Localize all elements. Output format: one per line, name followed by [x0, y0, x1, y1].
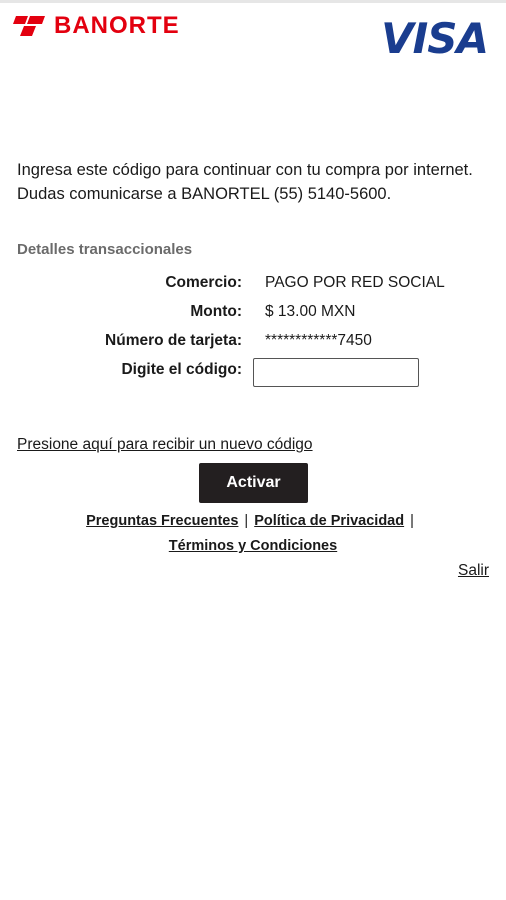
- top-divider: [0, 0, 506, 3]
- amount-label: Monto:: [190, 303, 242, 320]
- card-number-value: ************7450: [265, 332, 372, 349]
- privacy-link[interactable]: Política de Privacidad: [254, 513, 405, 529]
- footer-separator: |: [410, 513, 414, 529]
- instructions-line-1: Ingresa este código para continuar con tu compra por internet.: [17, 161, 473, 179]
- faq-link[interactable]: Preguntas Frecuentes: [86, 513, 239, 529]
- resend-code-link[interactable]: Presione aquí para recibir un nuevo código: [17, 436, 313, 453]
- code-input[interactable]: [253, 358, 419, 387]
- merchant-row: [0, 274, 506, 298]
- visa-logo: VISA: [381, 14, 488, 63]
- banorte-emblem-icon: [12, 14, 46, 38]
- exit-link[interactable]: Salir: [457, 562, 489, 579]
- merchant-label: Comercio:: [165, 274, 242, 291]
- card-number-row: [0, 332, 506, 356]
- footer-separator: |: [244, 513, 249, 529]
- instructions-line-2: Dudas comunicarse a BANORTEL (55) 5140-5600.: [17, 185, 392, 203]
- activate-button[interactable]: Activar: [199, 463, 308, 503]
- transaction-details-title: Detalles transaccionales: [17, 241, 193, 258]
- banorte-wordmark: BANORTE: [54, 12, 180, 39]
- amount-row: [0, 303, 506, 327]
- banorte-logo: [12, 14, 180, 38]
- amount-value: $ 13.00 MXN: [265, 303, 356, 320]
- card-number-label: Número de tarjeta:: [105, 332, 242, 349]
- merchant-value: PAGO POR RED SOCIAL: [265, 274, 445, 291]
- terms-link[interactable]: Términos y Condiciones: [168, 538, 338, 554]
- footer-links-row-1: [0, 513, 506, 529]
- footer-links-row-2: [0, 538, 506, 554]
- instructions-text: [17, 158, 497, 206]
- code-label: Digite el código:: [121, 361, 242, 378]
